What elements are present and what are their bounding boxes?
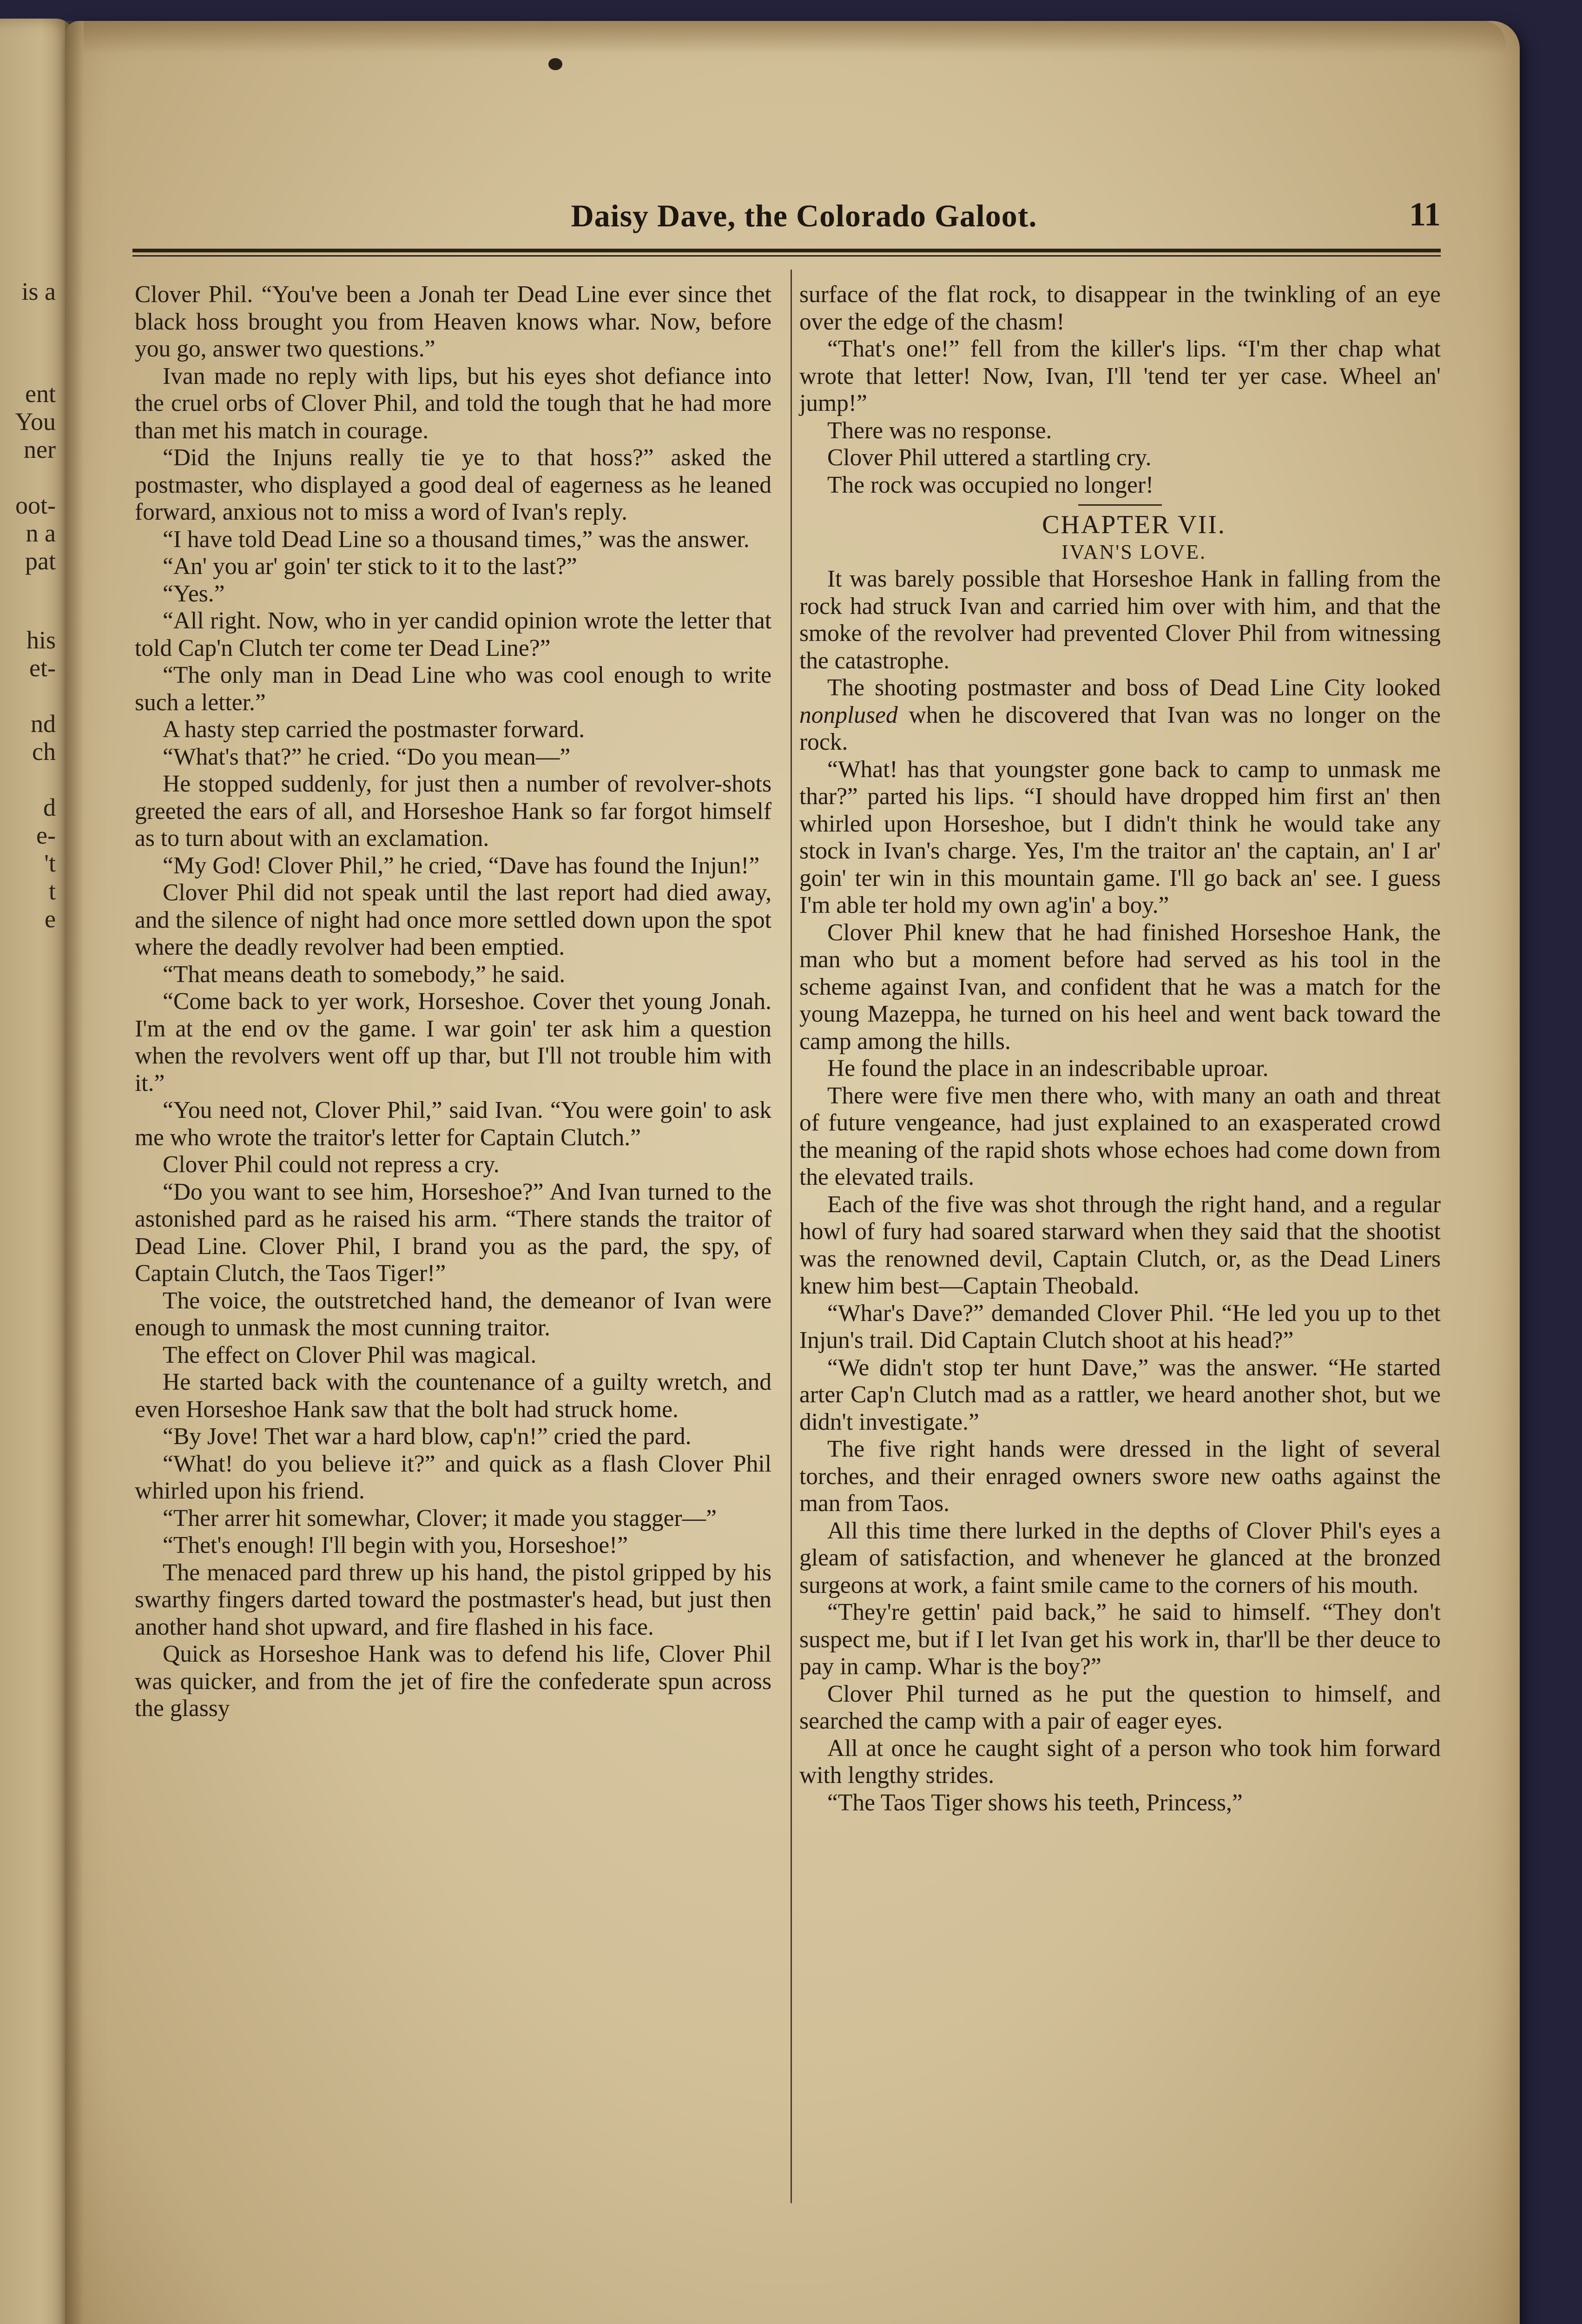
- paragraph: “Did the Injuns really tie ye to that hoss?” asked the postmaster, who displayed a good deal of eagerness as he leaned forward, anxious not to miss a word of Ivan's reply.: [135, 444, 771, 525]
- paragraph: “The only man in Dead Line who was cool enough to write such a letter.”: [135, 662, 771, 716]
- paragraph: All this time there lurked in the depths of Clover Phil's eyes a gleam of satisfaction, and whenever he glanced at the bronzed surgeons at work, a faint smile came to the corners of his mouth.: [799, 1517, 1441, 1598]
- paragraph: “What! do you believe it?” and quick as a flash Clover Phil whirled upon his friend.: [135, 1450, 771, 1504]
- paragraph: “Yes.”: [163, 580, 225, 607]
- margin-fragment: e-: [36, 821, 56, 849]
- paragraph-text: when he discovered that Ivan was no longer on the rock.: [799, 701, 1441, 755]
- paragraph: Each of the five was shot through the right hand, and a regular howl of fury had soared starward when they said that the shootist was the renowned devil, Captain Clutch, or, as the Dead Liners knew him best—Captain Theobald.: [799, 1191, 1441, 1299]
- margin-fragment: oot-: [15, 491, 56, 519]
- margin-fragment: his: [26, 626, 56, 654]
- paragraph: “Thet's enough! I'll begin with you, Horseshoe!”: [163, 1532, 628, 1558]
- paragraph: “The Taos Tiger shows his teeth, Princess,”: [827, 1789, 1243, 1816]
- paragraph: He stopped suddenly, for just then a number of revolver-shots greeted the ears of all, and Horseshoe Hank so far forgot himself as to turn about with an exclamation.: [135, 771, 771, 852]
- italic-word: nonplused: [799, 701, 898, 728]
- running-title: Daisy Dave, the Colorado Galoot.: [571, 198, 1037, 233]
- right-column: [799, 281, 1441, 1816]
- margin-fragment: et-: [29, 654, 56, 682]
- margin-fragment: pat: [25, 547, 56, 575]
- paragraph: Ivan made no reply with lips, but his eyes shot defiance into the cruel orbs of Clover Phil, and told the tough that he had more than met his match in courage.: [135, 363, 771, 444]
- paragraph: “An' you ar' goin' ter stick to it to the last?”: [163, 553, 577, 580]
- paragraph-text: The shooting postmaster and boss of Dead Line City looked: [827, 674, 1441, 701]
- paragraph: Clover Phil turned as he put the question to himself, and searched the camp with a pair of eager eyes.: [799, 1680, 1441, 1734]
- page-top-edge: [84, 21, 1506, 53]
- paragraph: The rock was occupied no longer!: [827, 471, 1154, 498]
- paragraph: “I have told Dead Line so a thousand times,” was the answer.: [163, 526, 750, 553]
- paragraph: A hasty step carried the postmaster forward.: [163, 716, 585, 743]
- paragraph: [799, 674, 1441, 756]
- paragraph: There were five men there who, with many an oath and threat of future vengeance, had just explained to an exasperated crowd the meaning of the rapid shots whose echoes had come down from the elevated trails.: [799, 1082, 1441, 1190]
- paragraph: “What! has that youngster gone back to camp to unmask me thar?” parted his lips. “I should have dropped him first an' then whirled upon Horseshoe, but I didn't think he would take any stock in Ivan's charge. Yes, I'm the traitor an' the captain, an' I ar' goin' ter win in this mountain game. I'll go back an' see. I guess I'm able ter hold my own ag'in' a boy.”: [799, 756, 1441, 918]
- header-rule-thin: [132, 255, 1441, 257]
- margin-fragment: e: [45, 905, 56, 933]
- paragraph: Clover Phil uttered a startling cry.: [827, 444, 1152, 471]
- margin-fragment: t: [48, 877, 56, 905]
- margin-fragment: nd: [31, 710, 56, 738]
- paragraph: The voice, the outstretched hand, the demeanor of Ivan were enough to unmask the most cunning traitor.: [135, 1287, 771, 1341]
- margin-fragment: ent: [25, 380, 56, 408]
- paragraph: He started back with the countenance of a guilty wretch, and even Horseshoe Hank saw that the bolt had struck home.: [135, 1369, 771, 1423]
- paragraph: “That means death to somebody,” he said.: [163, 961, 566, 988]
- paragraph: “Come back to yer work, Horseshoe. Cover thet young Jonah. I'm at the end ov the game. I war goin' ter ask him a question when the revolvers went off up thar, but I'll not trouble him with it.”: [135, 988, 771, 1096]
- paragraph: Clover Phil could not repress a cry.: [163, 1151, 500, 1178]
- margin-fragment: You: [15, 408, 56, 436]
- paragraph: “Ther arrer hit somewhar, Clover; it made you stagger—”: [163, 1505, 717, 1532]
- column-divider: [791, 270, 792, 2203]
- margin-fragment: ner: [24, 436, 56, 463]
- paragraph: “We didn't stop ter hunt Dave,” was the answer. “He started arter Cap'n Clutch mad as a rattler, we heard another shot, but we didn't investigate.”: [799, 1354, 1441, 1435]
- paragraph: “All right. Now, who in yer candid opinion wrote the letter that told Cap'n Clutch ter come ter Dead Line?”: [135, 607, 771, 661]
- chapter-subtitle: IVAN'S LOVE.: [1061, 540, 1206, 563]
- paragraph: The menaced pard threw up his hand, the pistol gripped by his swarthy fingers darted toward the postmaster's head, but just then another hand shot upward, and fire flashed in his face.: [135, 1559, 771, 1640]
- paragraph: There was no response.: [827, 417, 1052, 444]
- paragraph: It was barely possible that Horseshoe Hank in falling from the rock had struck Ivan and carried him over with him, and that the smoke of the revolver had prevented Clover Phil from witnessing the catastrophe.: [799, 566, 1441, 674]
- paragraph: surface of the flat rock, to disappear in the twinkling of an eye over the edge of the chasm!: [799, 281, 1441, 335]
- paragraph: All at once he caught sight of a person who took him forward with lengthy strides.: [799, 1735, 1441, 1789]
- paragraph: “By Jove! Thet war a hard blow, cap'n!” cried the pard.: [163, 1423, 692, 1450]
- paragraph: The five right hands were dressed in the light of several torches, and their enraged owners swore new oaths against the man from Taos.: [799, 1436, 1441, 1517]
- ink-blot: [548, 58, 562, 70]
- margin-fragment: n a: [26, 519, 56, 547]
- paragraph: “They're gettin' paid back,” he said to himself. “They don't suspect me, but if I let Ivan get his work in, thar'll be ther deuce to pay in camp. Whar is the boy?”: [799, 1599, 1441, 1680]
- facing-page-edge: [0, 19, 74, 2324]
- paragraph: Clover Phil knew that he had finished Horseshoe Hank, the man who but a moment before had served as his tool in the scheme against Ivan, and confident that he was a match for the young Mazeppa, he turned on his heel and went back toward the camp among the hills.: [799, 919, 1441, 1055]
- margin-fragment: 't: [44, 849, 56, 877]
- paragraph: Quick as Horseshoe Hank was to defend his life, Clover Phil was quicker, and from the jet of fire the confederate spun across the glassy: [135, 1641, 771, 1722]
- paragraph: “Whar's Dave?” demanded Clover Phil. “He led you up to thet Injun's trail. Did Captain Clutch shoot at his head?”: [799, 1300, 1441, 1353]
- margin-fragment: is a: [21, 277, 56, 305]
- left-column: [135, 281, 771, 1723]
- margin-fragment: d: [43, 793, 56, 821]
- paragraph: “My God! Clover Phil,” he cried, “Dave has found the Injun!”: [163, 852, 760, 879]
- paragraph: “You need not, Clover Phil,” said Ivan. “You were goin' to ask me who wrote the traitor's letter for Captain Clutch.”: [135, 1097, 771, 1151]
- chapter-rule: [1078, 504, 1162, 506]
- page-number: 11: [1409, 196, 1441, 233]
- margin-fragment: ch: [32, 738, 56, 766]
- page-spine-shadow: [65, 21, 84, 2324]
- paragraph: Clover Phil did not speak until the last report had died away, and the silence of night had once more settled down upon the spot where the deadly revolver had been emptied.: [135, 879, 771, 960]
- header-rule: [132, 249, 1441, 252]
- paragraph: “Do you want to see him, Horseshoe?” And Ivan turned to the astonished pard as he raised his arm. “There stands the traitor of Dead Line. Clover Phil, I brand you as the pard, the spy, of Captain Clutch, the Taos Tiger!”: [135, 1178, 771, 1287]
- paragraph: The effect on Clover Phil was magical.: [163, 1341, 537, 1368]
- paragraph: “That's one!” fell from the killer's lips. “I'm ther chap what wrote that letter! Now, Ivan, I'll 'tend ter yer case. Wheel an' jump!”: [799, 336, 1441, 416]
- paragraph: He found the place in an indescribable uproar.: [827, 1055, 1269, 1082]
- paragraph: Clover Phil. “You've been a Jonah ter Dead Line ever since thet black hoss brought you from Heaven knows whar. Now, before you go, answer two questions.”: [135, 281, 771, 362]
- paragraph: “What's that?” he cried. “Do you mean—”: [163, 743, 571, 770]
- chapter-title: CHAPTER VII.: [1042, 510, 1226, 539]
